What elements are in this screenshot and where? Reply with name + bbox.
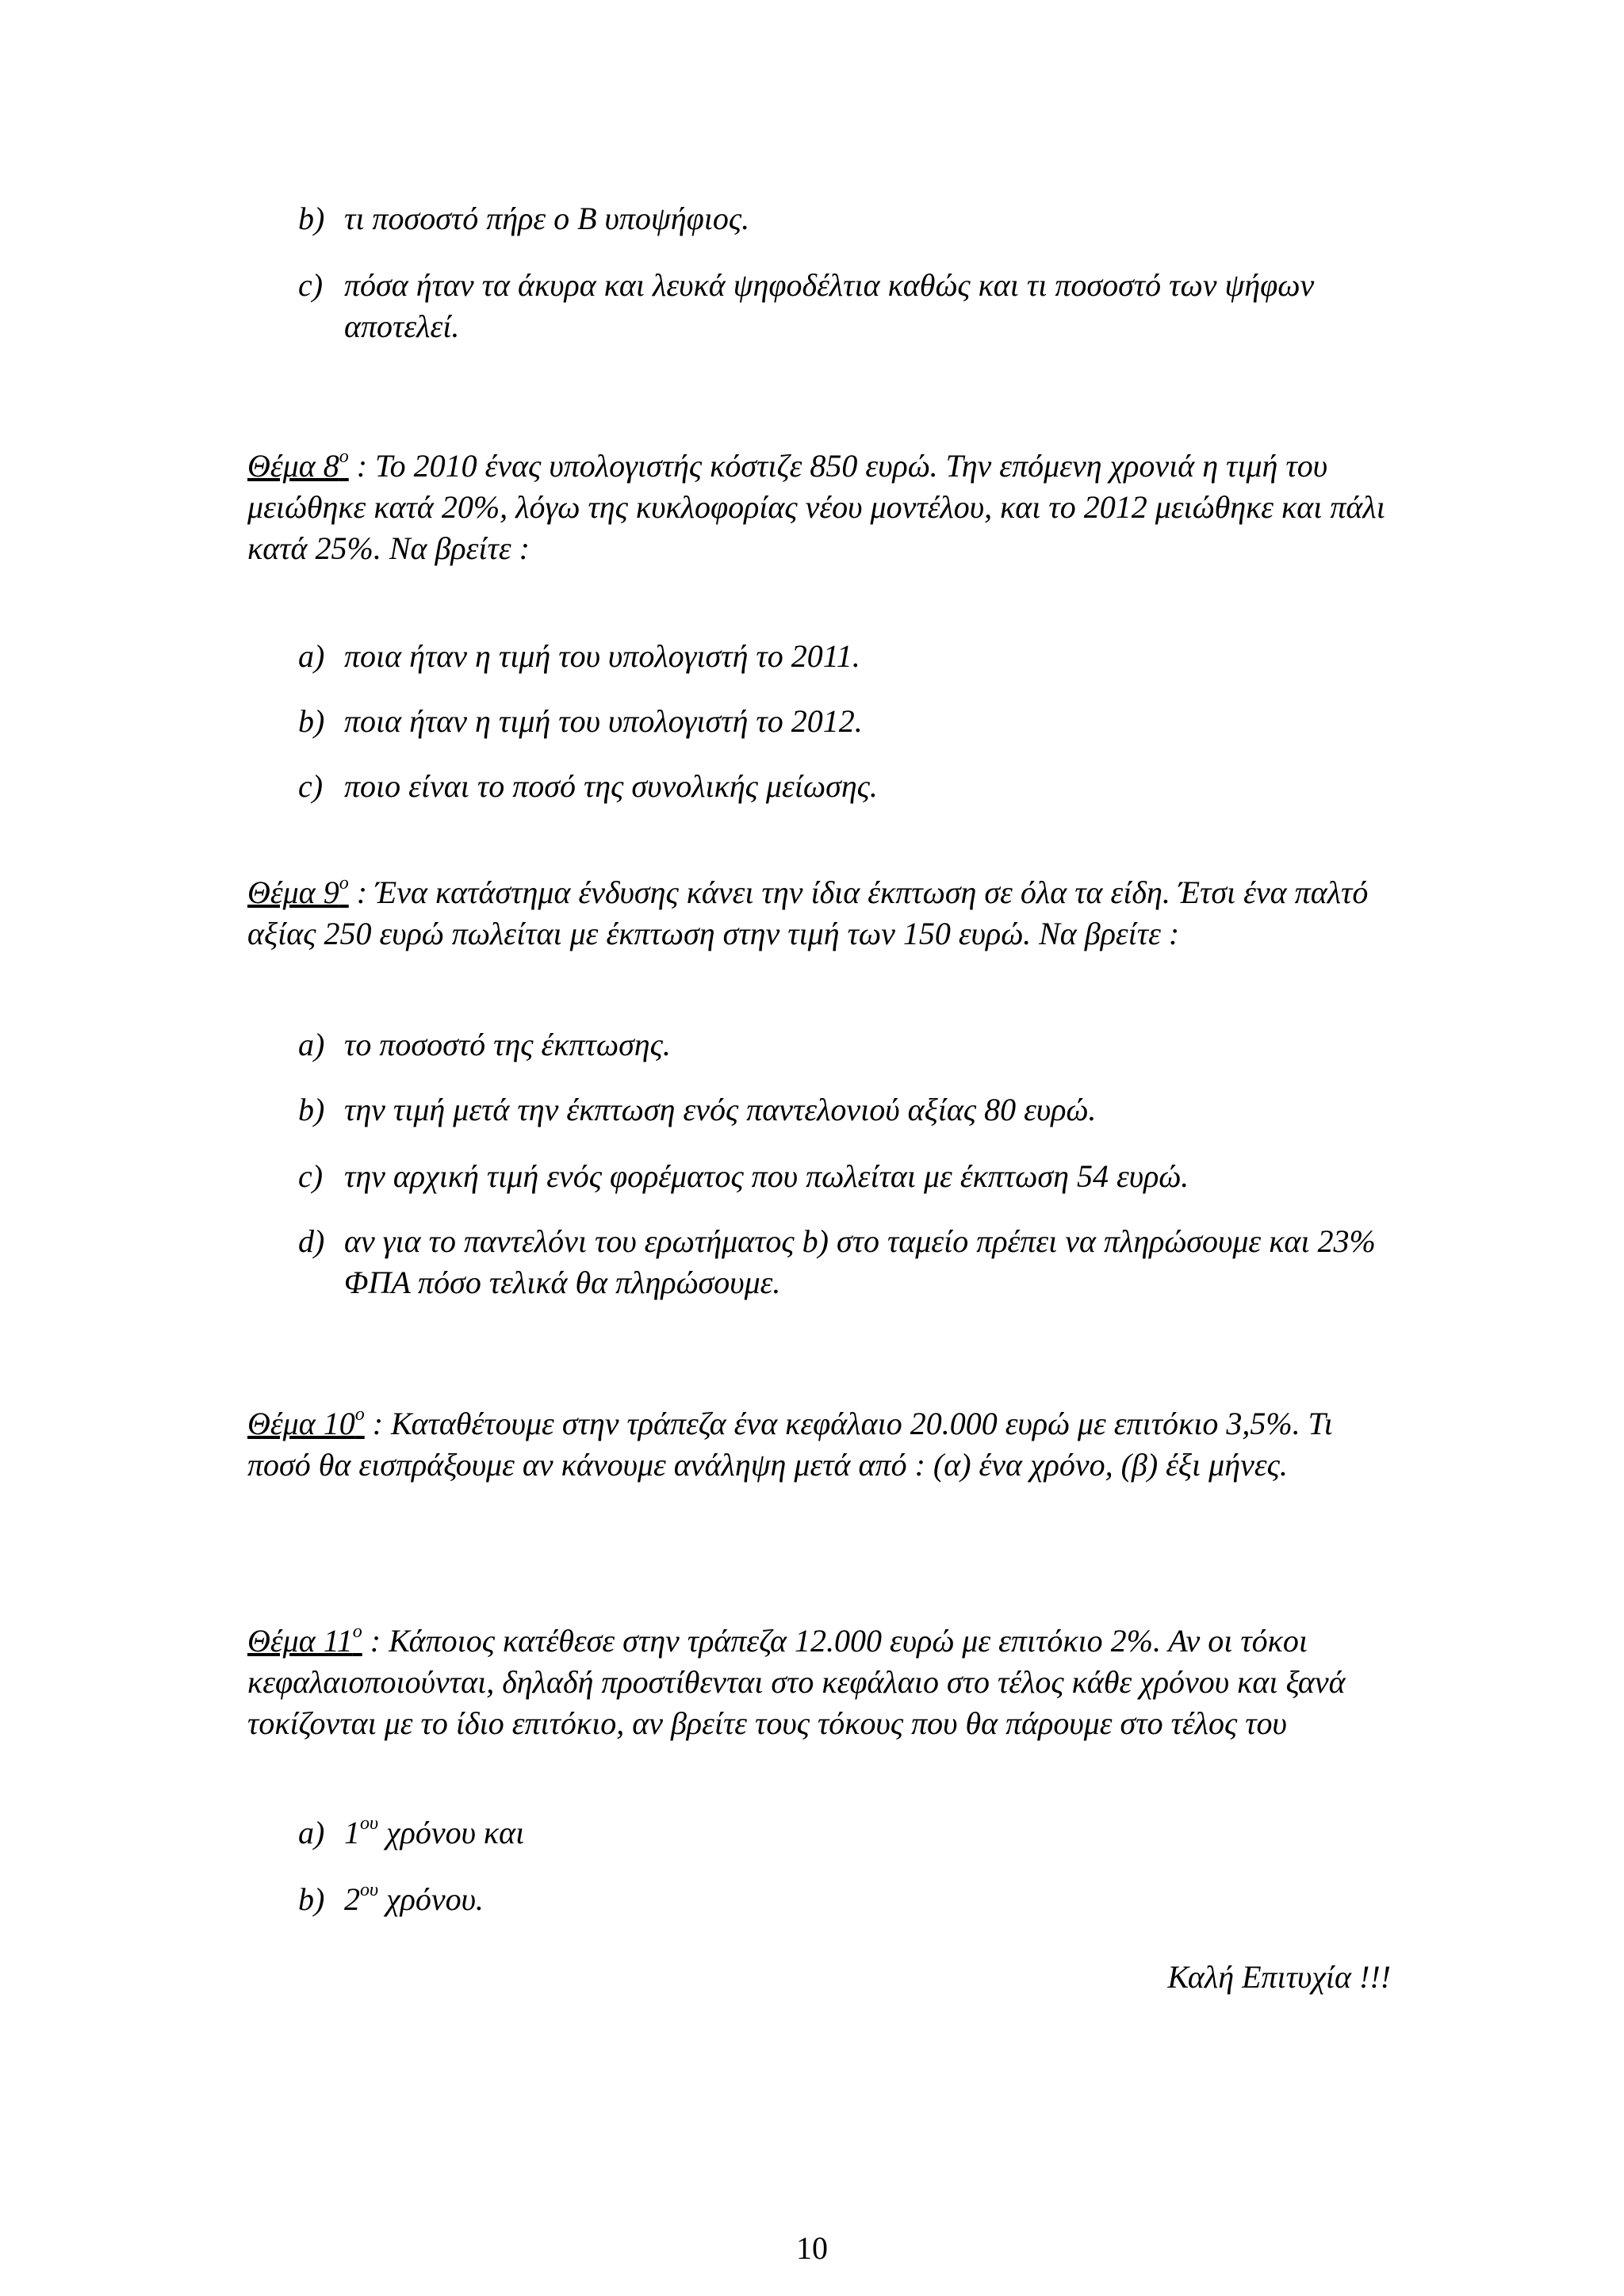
list-marker: a) bbox=[298, 638, 325, 674]
list-item-text: πόσα ήταν τα άκυρα και λευκά ψηφοδέλτια καθώς και τι ποσοστό των ψήφων αποτελεί. bbox=[344, 267, 1315, 344]
topic9-body: : Ένα κατάστημα ένδυσης κάνει την ίδια έκπτωση σε όλα τα είδη. Έτσι ένα παλτό αξίας 250 ευρώ πωλείται με έκπτωση στην τιμή των 150 ευρώ. Να βρείτε : bbox=[247, 874, 1369, 951]
topic7-item-c bbox=[298, 265, 1353, 347]
topic9-item-a bbox=[298, 1024, 1392, 1066]
list-marker: b) bbox=[298, 1092, 325, 1127]
topic11-item-b bbox=[298, 1879, 1392, 1920]
list-marker: a) bbox=[298, 1815, 325, 1850]
list-item-text: το ποσοστό της έκπτωσης. bbox=[344, 1027, 671, 1062]
list-marker: c) bbox=[298, 267, 324, 303]
page-number: 10 bbox=[796, 2230, 828, 2266]
topic11-paragraph bbox=[247, 1621, 1389, 1744]
topic9-paragraph bbox=[247, 872, 1397, 955]
topic8-body: : Το 2010 ένας υπολογιστής κόστιζε 850 ευρώ. Την επόμενη χρονιά η τιμή του μειώθηκε κατά 20%, λόγω της κυκλοφορίας νέου μοντέλου, και το 2012 μειώθηκε και πάλι κατά 25%. Να βρείτε : bbox=[247, 448, 1385, 566]
list-item-text: την τιμή μετά την έκπτωση ενός παντελονιού αξίας 80 ευρώ. bbox=[344, 1092, 1097, 1127]
topic9-item-b bbox=[298, 1089, 1392, 1131]
topic8-item-c bbox=[298, 766, 1392, 807]
list-marker: a) bbox=[298, 1027, 325, 1062]
topic11-body: : Κάποιος κατέθεσε στην τράπεζα 12.000 ευρώ με επιτόκιο 2%. Αν οι τόκοι κεφαλαιοποιούνται, δηλαδή προστίθενται στο κεφάλαιο στο τέλος κάθε χρόνου και ξανά τοκίζονται με το ίδιο επιτόκιο, αν βρείτε τους τόκους που θα πάρουμε στο τέλος του bbox=[247, 1623, 1346, 1741]
topic11-item-a bbox=[298, 1812, 1392, 1854]
list-item-text: αν για το παντελόνι του ερωτήματος b) στο ταμείο πρέπει να πληρώσουμε και 23% ΦΠΑ πόσο τελικά θα πληρώσουμε. bbox=[344, 1223, 1376, 1300]
topic9-title: Θέμα $9^o$ bbox=[247, 872, 349, 910]
list-item-text: $1^{o\upsilon}$ χρόνου και bbox=[344, 1812, 525, 1850]
topic9-item-d bbox=[298, 1221, 1392, 1303]
topic8-paragraph bbox=[247, 446, 1397, 569]
topic8-title: Θέμα $8^o$ bbox=[247, 446, 349, 484]
list-marker: b) bbox=[298, 201, 325, 236]
topic7-item-b bbox=[298, 198, 1392, 239]
list-item-text: ποιο είναι το ποσό της συνολικής μείωσης. bbox=[344, 768, 878, 804]
list-item-text: ποια ήταν η τιμή του υπολογιστή το 2011. bbox=[344, 638, 860, 674]
list-item-text: την αρχική τιμή ενός φορέματος που πωλείται με έκπτωση 54 ευρώ. bbox=[344, 1158, 1189, 1194]
topic8-item-a bbox=[298, 636, 1392, 677]
list-marker: b) bbox=[298, 703, 325, 739]
topic8-item-b bbox=[298, 701, 1392, 742]
list-item-text: τι ποσοστό πήρε ο B υποψήφιος. bbox=[344, 201, 750, 236]
topic10-paragraph bbox=[247, 1403, 1397, 1486]
list-item-text: ποια ήταν η τιμή του υπολογιστή το 2012. bbox=[344, 703, 863, 739]
topic11-title: Θέμα $11^o$ bbox=[247, 1621, 362, 1659]
list-marker: c) bbox=[298, 1158, 324, 1194]
list-marker: b) bbox=[298, 1881, 325, 1917]
closing-text: Καλή Επιτυχία !!! bbox=[1167, 1959, 1391, 1995]
topic10-title: Θέμα $10^o$ bbox=[247, 1403, 365, 1441]
topic10-body: : Καταθέτουμε στην τράπεζα ένα κεφάλαιο 20.000 ευρώ με επιτόκιο 3,5%. Τι ποσό θα εισπράξουμε αν κάνουμε ανάληψη μετά από : (α) ένα χρόνο, (β) έξι μήνες. bbox=[247, 1406, 1333, 1483]
list-item-text: $2^{o\upsilon}$ χρόνου. bbox=[344, 1879, 484, 1917]
topic9-item-c bbox=[298, 1156, 1392, 1197]
list-marker: d) bbox=[298, 1223, 325, 1259]
list-marker: c) bbox=[298, 768, 324, 804]
